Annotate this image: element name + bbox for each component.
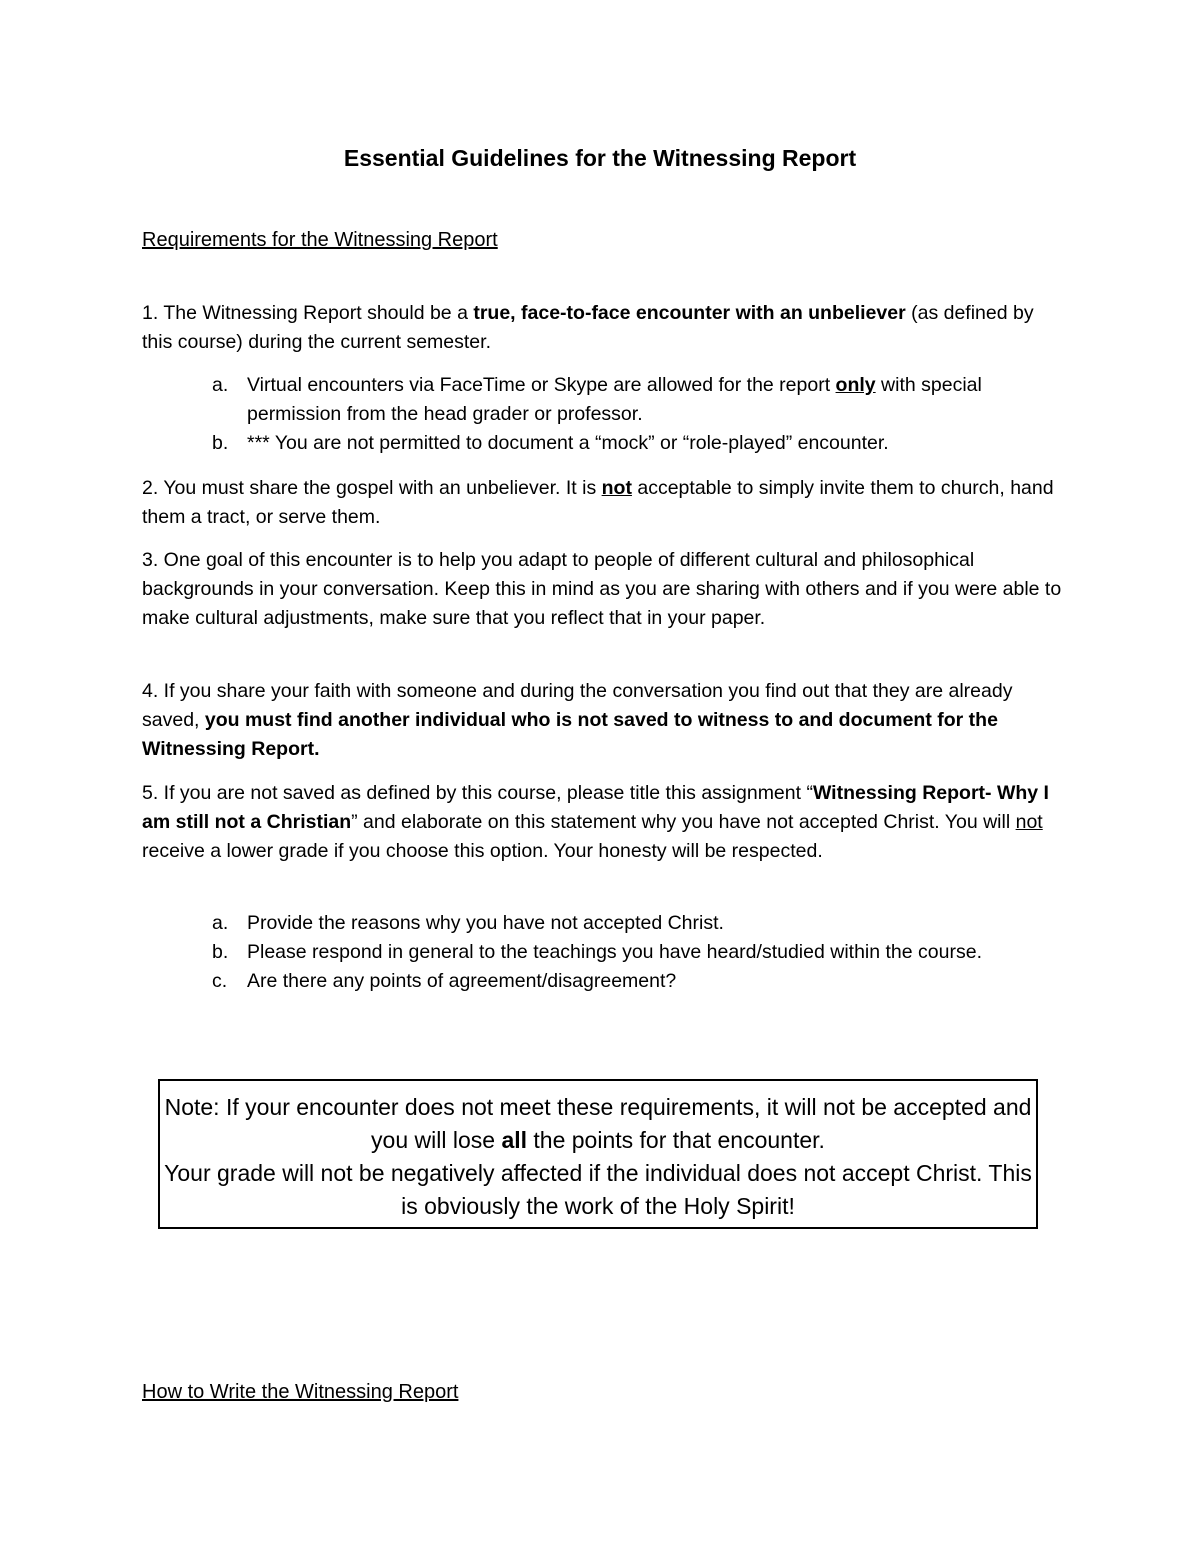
how-to-heading: How to Write the Witnessing Report <box>142 1381 459 1403</box>
item1-sub-a-text-b: with special permission from the head grader or professor. <box>247 374 982 425</box>
requirement-item-3: 3. One goal of this encounter is to help you adapt to people of different cultural and philosophical backgrounds in your conversation. Keep this in mind as you are sharing with others and if you were able to make cultural adjustments, make sure that you reflect that in your paper. <box>142 549 1062 629</box>
note-text-a: Note: If your encounter does not meet these requirements, it will not be accepted and you will lose <box>164 1094 1032 1153</box>
requirement-item-2 <box>142 474 1062 532</box>
item2-underline: not <box>601 477 632 499</box>
item5-sub-a-text: Provide the reasons why you have not accepted Christ. <box>247 912 724 934</box>
list-marker: b. <box>212 432 229 454</box>
note-bold: all <box>501 1127 528 1153</box>
item5-sub-b <box>142 938 1062 967</box>
item5-sub-c <box>142 967 1062 996</box>
item5-sublist <box>142 909 1062 996</box>
item1-text-b: (as defined by this course) during the current semester. <box>142 302 1034 353</box>
item5-sub-a <box>142 909 1062 938</box>
requirement-item-5 <box>142 779 1062 866</box>
note-line-2: Your grade will not be negatively affected if the individual does not accept Christ. This is obviously the work of the Holy Spirit! <box>164 1160 1032 1219</box>
item4-text-b: . <box>314 738 320 760</box>
item5-text-a: 5. If you are not saved as defined by this course, please title this assignment “ <box>142 782 813 804</box>
note-line-1 <box>160 1091 1036 1157</box>
list-marker: b. <box>212 941 229 963</box>
list-marker: a. <box>212 912 229 934</box>
note-box <box>158 1079 1038 1229</box>
requirement-item-1 <box>142 299 1062 357</box>
page-title: Essential Guidelines for the Witnessing Report <box>343 145 857 171</box>
item5-text-c: receive a lower grade if you choose this option. Your honesty will be respected. <box>142 840 823 862</box>
requirement-item-4 <box>142 677 1062 764</box>
item1-sub-a-text-a: Virtual encounters via FaceTime or Skype are allowed for the report <box>247 374 836 396</box>
item5-sub-c-text: Are there any points of agreement/disagreement? <box>247 970 677 992</box>
list-marker: a. <box>212 374 229 396</box>
item1-text-a: 1. The Witnessing Report should be a <box>142 302 474 324</box>
item5-text-b: ” and elaborate on this statement why you have not accepted Christ. You will <box>351 811 1016 833</box>
item2-text-b: acceptable to simply invite them to church, hand them a tract, or serve them. <box>142 477 1054 528</box>
item1-sub-a <box>142 371 1062 429</box>
item1-sub-b <box>142 429 1062 458</box>
item4-text-a: 4. If you share your faith with someone and during the conversation you find out that they are already saved, <box>142 680 1013 731</box>
item5-underline: not <box>1015 811 1043 833</box>
item1-sub-a-underline: only <box>835 374 876 396</box>
item1-sublist <box>142 371 1062 458</box>
item1-bold: true, face-to-face encounter with an unbeliever <box>473 302 906 324</box>
note-text-b: the points for that encounter. <box>527 1127 825 1153</box>
item5-sub-b-text: Please respond in general to the teachings you have heard/studied within the course. <box>247 941 982 963</box>
requirements-heading: Requirements for the Witnessing Report <box>142 229 498 251</box>
item1-sub-b-text: *** You are not permitted to document a “mock” or “role-played” encounter. <box>247 432 889 454</box>
item4-bold: you must find another individual who is not saved to witness to and document for the Witnessing Report <box>142 709 998 760</box>
list-marker: c. <box>212 970 228 992</box>
item2-text-a: 2. You must share the gospel with an unbeliever. It is <box>142 477 602 499</box>
item5-bold: Witnessing Report- Why I am still not a Christian <box>142 782 1049 833</box>
